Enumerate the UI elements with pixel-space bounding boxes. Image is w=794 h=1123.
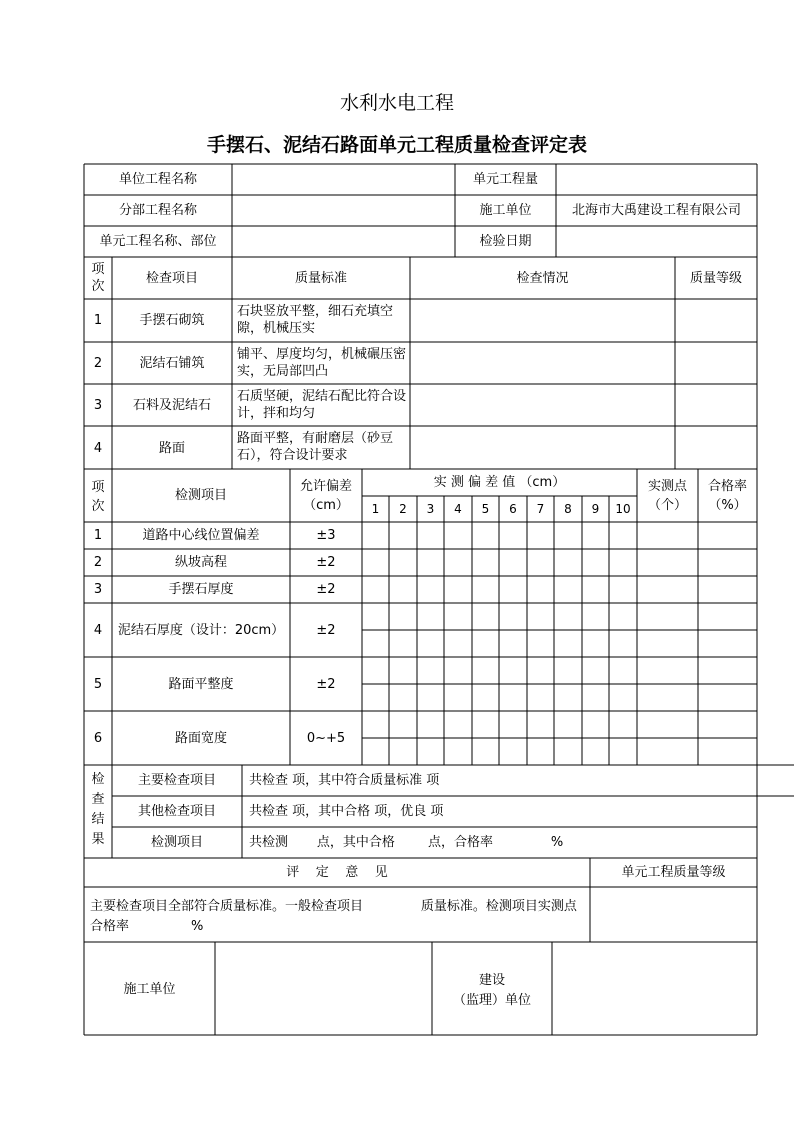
opinion-text: 主要检查项目全部符合质量标准。一般检查项目 质量标准。检测项目实测点合格率 % [90, 899, 577, 934]
deviation-col-number: 4 [454, 502, 462, 516]
measure-row-item: 道路中心线位置偏差 [142, 528, 260, 543]
check-row-standard: 石质坚硬，泥结石配比符合设计，拌和均匀 [237, 389, 407, 421]
sub-project-name-label: 分部工程名称 [118, 203, 197, 218]
check-row-standard: 铺平、厚度均匀，机械碾压密实，无局部凹凸 [237, 347, 407, 379]
deviation-col-number: 6 [509, 502, 517, 516]
measure-row-item: 路面平整度 [168, 677, 234, 692]
check-row-standard: 路面平整，有耐磨层（砂豆石），符合设计要求 [237, 431, 394, 463]
measure-row-no: 1 [93, 528, 103, 543]
check-row-item: 泥结石铺筑 [139, 356, 205, 371]
deviation-col-number: 7 [536, 502, 545, 516]
page-title: 水利水电工程 [339, 92, 454, 114]
measure-row-no: 6 [93, 731, 103, 746]
measure-row-tolerance: 0~+5 [306, 731, 346, 746]
construction-unit-label: 施工单位 [479, 203, 532, 218]
deviation-col-number: 9 [591, 502, 600, 516]
result-row-text: 共检查 项，其中合格 项，优良 项 [249, 804, 444, 819]
measure-row-tolerance: ±3 [316, 528, 336, 543]
measure-seq-header: 项 次 [91, 480, 105, 514]
points-header: 实测点 （个） [647, 479, 687, 513]
check-row-item: 手摆石砌筑 [139, 313, 205, 328]
measure-row-item: 手摆石厚度 [168, 582, 234, 597]
result-row-text: 共检测 点，其中合格 点，合格率 % [249, 835, 564, 850]
result-row-text: 共检查 项，其中符合质量标准 项 [249, 773, 440, 788]
construction-signature-label: 施工单位 [123, 982, 176, 997]
check-row-item: 路面 [158, 441, 185, 456]
measure-row-no: 2 [93, 555, 103, 570]
result-row-item: 检测项目 [150, 835, 203, 850]
measure-row-item: 路面宽度 [174, 731, 227, 746]
check-seq-header: 项 次 [91, 262, 105, 294]
result-row-item: 其他检查项目 [137, 804, 216, 819]
grade-label: 单元工程质量等级 [621, 865, 726, 880]
measure-item-header: 检测项目 [174, 488, 227, 503]
measure-row-tolerance: ±2 [316, 623, 336, 638]
check-item-header: 检查项目 [145, 271, 198, 286]
measure-row-no: 3 [93, 582, 103, 597]
unit-project-part-label: 单元工程名称、部位 [99, 234, 217, 249]
deviation-col-number: 3 [426, 502, 435, 516]
deviation-col-number: 1 [371, 502, 380, 516]
measure-row-tolerance: ±2 [316, 677, 336, 692]
inspection-date-label: 检验日期 [479, 234, 532, 249]
deviation-col-number: 2 [399, 502, 407, 516]
supervision-signature-label: 建设 （监理）单位 [452, 973, 531, 1008]
measure-row-no: 5 [93, 677, 103, 692]
deviation-header: 实 测 偏 差 值 （cm） [433, 475, 566, 490]
measure-row-no: 4 [93, 623, 103, 638]
form-title: 手摆石、泥结石路面单元工程质量检查评定表 [206, 134, 587, 156]
check-row-no: 2 [93, 356, 103, 371]
check-row-standard: 石块竖放平整，细石充填空隙，机械压实 [237, 304, 394, 336]
result-row-item: 主要检查项目 [137, 773, 216, 788]
measure-row-item: 泥结石厚度（设计：20cm） [117, 623, 285, 638]
result-label: 检 查 结 果 [91, 772, 105, 847]
unit-project-name-label: 单位工程名称 [118, 172, 197, 187]
check-grade-header: 质量等级 [689, 271, 742, 286]
opinion-label: 评 定 意 见 [286, 865, 388, 880]
deviation-col-number: 5 [481, 502, 490, 516]
rate-header: 合格率 （%） [707, 479, 747, 513]
check-row-no: 4 [93, 441, 103, 456]
unit-project-qty-label: 单元工程量 [472, 172, 538, 187]
measure-row-tolerance: ±2 [316, 582, 336, 597]
check-row-no: 1 [93, 313, 103, 328]
construction-unit-value: 北海市大禹建设工程有限公司 [571, 203, 741, 218]
tolerance-header: 允许偏差 （cm） [299, 479, 352, 513]
check-row-item: 石料及泥结石 [132, 398, 211, 413]
measure-row-tolerance: ±2 [316, 555, 336, 570]
check-situation-header: 检查情况 [516, 271, 569, 286]
deviation-col-number: 10 [615, 502, 631, 516]
check-row-no: 3 [93, 398, 103, 413]
measure-row-item: 纵坡高程 [174, 555, 227, 570]
deviation-col-number: 8 [564, 502, 572, 516]
check-standard-header: 质量标准 [294, 271, 347, 286]
